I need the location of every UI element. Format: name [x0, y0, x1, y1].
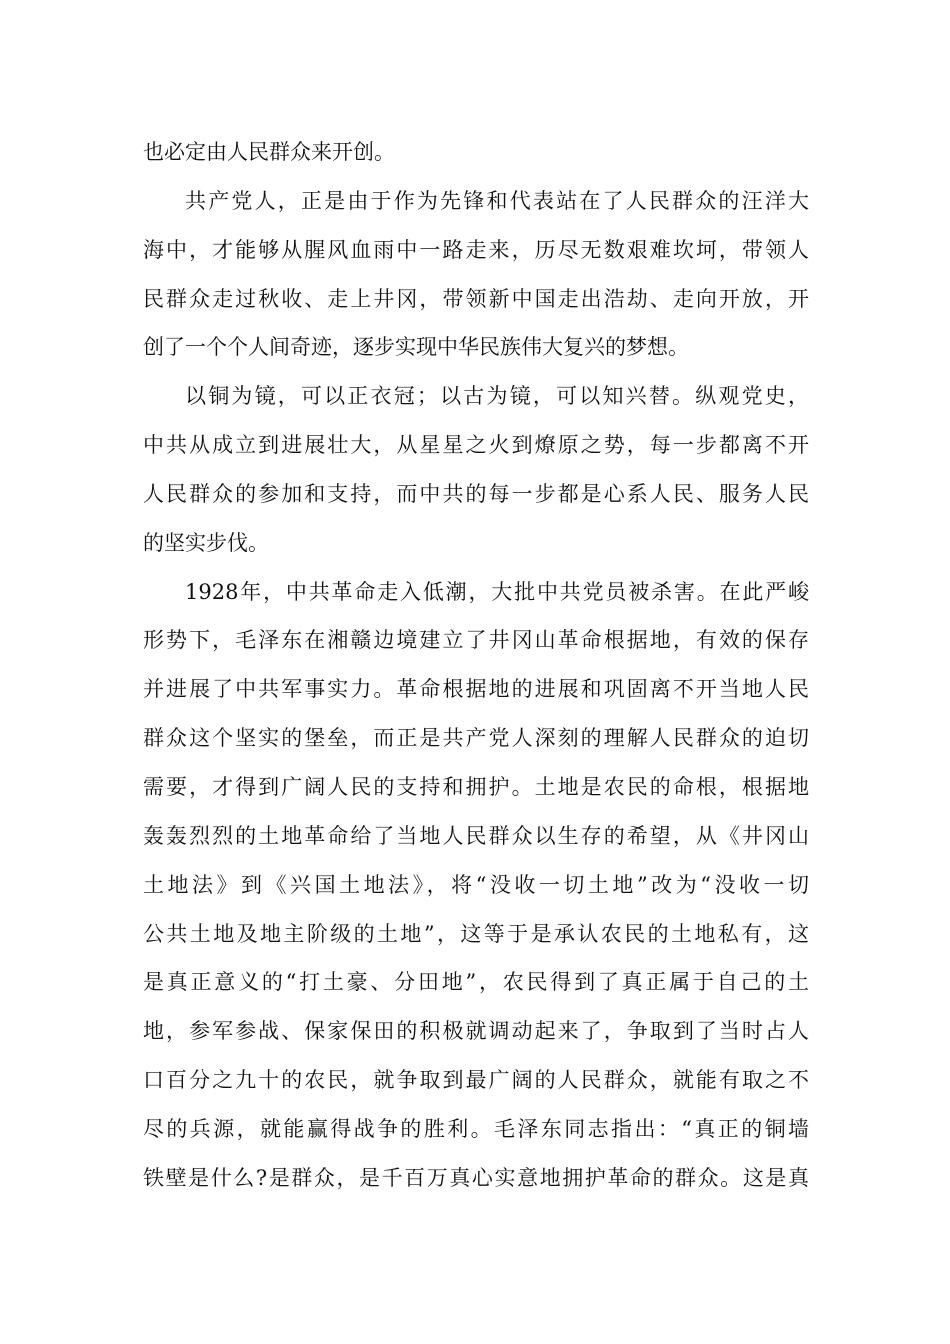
- text-line: 是真正意义的“打土豪、分田地”，农民得到了真正属于自己的土: [143, 970, 809, 995]
- text-line: 形势下，毛泽东在湘赣边境建立了井冈山革命根据地，有效的保存: [143, 628, 809, 653]
- text-line: 海中，才能够从腥风血雨中一路走来，历尽无数艰难坎坷，带领人: [143, 237, 809, 262]
- body-text: [143, 128, 809, 1203]
- paragraph-first-line: 共产党人，正是由于作为先锋和代表站在了人民群众的汪洋大: [185, 188, 809, 213]
- text-line: 公共土地及地主阶级的土地”，这等于是承认农民的土地私有，这: [143, 921, 809, 946]
- text-line: 群众这个坚实的堡垒，而正是共产党人深刻的理解人民群众的迫切: [143, 726, 809, 751]
- text-line: 土地法》到《兴国土地法》，将“没收一切土地”改为“没收一切: [143, 872, 809, 897]
- text-line: 口百分之九十的农民，就争取到最广阔的人民群众，就能有取之不: [143, 1068, 809, 1093]
- text-line: 中共从成立到进展壮大，从星星之火到燎原之势，每一步都离不开: [143, 433, 809, 458]
- text-line: 轰轰烈烈的土地革命给了当地人民群众以生存的希望，从《井冈山: [143, 823, 809, 848]
- paragraph-first-line: 以铜为镜，可以正衣冠；以古为镜，可以知兴替。纵观党史，: [185, 384, 809, 409]
- text-line: 人民群众的参加和支持，而中共的每一步都是心系人民、服务人民: [143, 481, 809, 506]
- text-line: 铁壁是什么?是群众，是千百万真心实意地拥护革命的群众。这是真: [143, 1165, 809, 1190]
- text-line: 并进展了中共军事实力。革命根据地的进展和巩固离不开当地人民: [143, 677, 809, 702]
- text-line: 的坚实步伐。: [143, 530, 269, 555]
- text-line: 尽的兵源，就能赢得战争的胜利。毛泽东同志指出：“真正的铜墙: [143, 1116, 809, 1141]
- text-line: 民群众走过秋收、走上井冈，带领新中国走出浩劫、走向开放，开: [143, 286, 809, 311]
- text-line: 地，参军参战、保家保田的积极就调动起来了，争取到了当时占人: [143, 1019, 809, 1044]
- paragraph-first-line: 1928年，中共革命走入低潮，大批中共党员被杀害。在此严峻: [185, 579, 809, 604]
- text-line: 创了一个个人间奇迹，逐步实现中华民族伟大复兴的梦想。: [143, 335, 689, 360]
- text-line: 也必定由人民群众来开创。: [143, 140, 395, 164]
- text-line: 需要，才得到广阔人民的支持和拥护。土地是农民的命根，根据地: [143, 774, 809, 799]
